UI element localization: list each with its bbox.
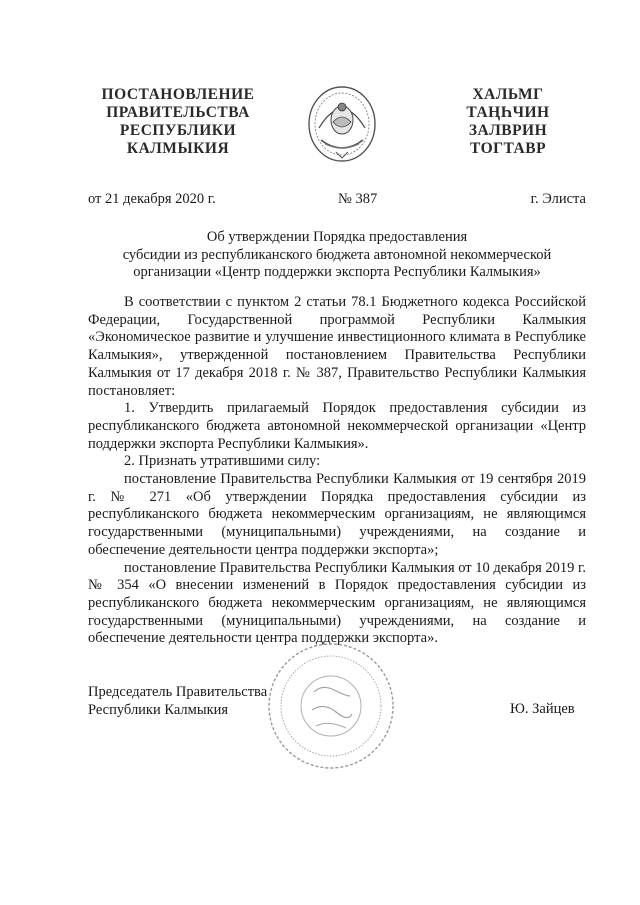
header-left-line: ПРАВИТЕЛЬСТВА — [106, 104, 250, 121]
header-left-line: КАЛМЫКИЯ — [126, 140, 230, 157]
document-body — [88, 294, 586, 648]
header-right-title — [448, 86, 568, 158]
document-meta — [88, 191, 586, 209]
title-line: субсидии из республиканского бюджета автономной некоммерческой — [122, 246, 552, 263]
header-left-line: РЕСПУБЛИКИ — [119, 122, 237, 139]
paragraph: постановление Правительства Республики Калмыкия от 10 декабря 2019 г. № 354 «О внесении изменений в Порядок предоставления субсидии из республиканского бюджета некоммерческим организациям, не являющимся государственными (муниципальными) учреждениями, на создание и обеспечение деятельности центра поддержки экспорта». — [88, 559, 586, 647]
header-right-line: ТАҢҺЧИН — [466, 104, 550, 121]
title-line: организации «Центр поддержки экспорта Республики Калмыкия» — [133, 264, 541, 280]
header-right-line: ЗАЛВРИН — [468, 122, 548, 139]
header-right-line: ТОГТАВР — [469, 140, 547, 157]
header-right-line: ХАЛЬМГ — [472, 86, 544, 103]
signatory-position-line: Республики Калмыкия — [88, 702, 229, 718]
title-line: Об утверждении Порядка предоставления — [206, 229, 468, 245]
kalmykia-coat-of-arms-icon — [303, 82, 381, 164]
paragraph: постановление Правительства Республики Калмыкия от 19 сентября 2019 г. № 271 «Об утверждении Порядка предоставления субсидии из республиканского бюджета некоммерческим организациям, не являющимся государственными (муниципальными) учреждениями, на создание и обеспечение деятельности центра поддержки экспорта»; — [88, 471, 586, 558]
signatory-name: Ю. Зайцев — [510, 701, 575, 717]
header-left-line: ПОСТАНОВЛЕНИЕ — [101, 86, 255, 103]
document-title — [88, 229, 586, 282]
paragraph: В соответствии с пунктом 2 статьи 78.1 Бюджетного кодекса Российской Федерации, Государственной программой Республики Калмыкия «Экономическое развитие и улучшение инвестиционного климата в Республике Калмыкия», утвержденной постановлением Правительства Республики Калмыкия от 17 декабря 2018 г. № 387, Правительство Республики Калмыкия постановляет: — [88, 294, 586, 399]
document-date: от 21 декабря 2020 г. — [88, 191, 216, 207]
paragraph: 2. Признать утратившими силу: — [124, 453, 321, 470]
document-city: г. Элиста — [530, 191, 586, 207]
signatory-position — [88, 683, 267, 719]
document-number: № 387 — [338, 191, 378, 207]
paragraph: 1. Утвердить прилагаемый Порядок предоставления субсидии из республиканского бюджета автономной некоммерческой организации «Центр поддержки экспорта Республики Калмыкия». — [88, 400, 586, 452]
signatory-position-line: Председатель Правительства — [88, 684, 268, 700]
official-seal-icon — [262, 640, 400, 772]
header-left-title — [88, 86, 268, 158]
